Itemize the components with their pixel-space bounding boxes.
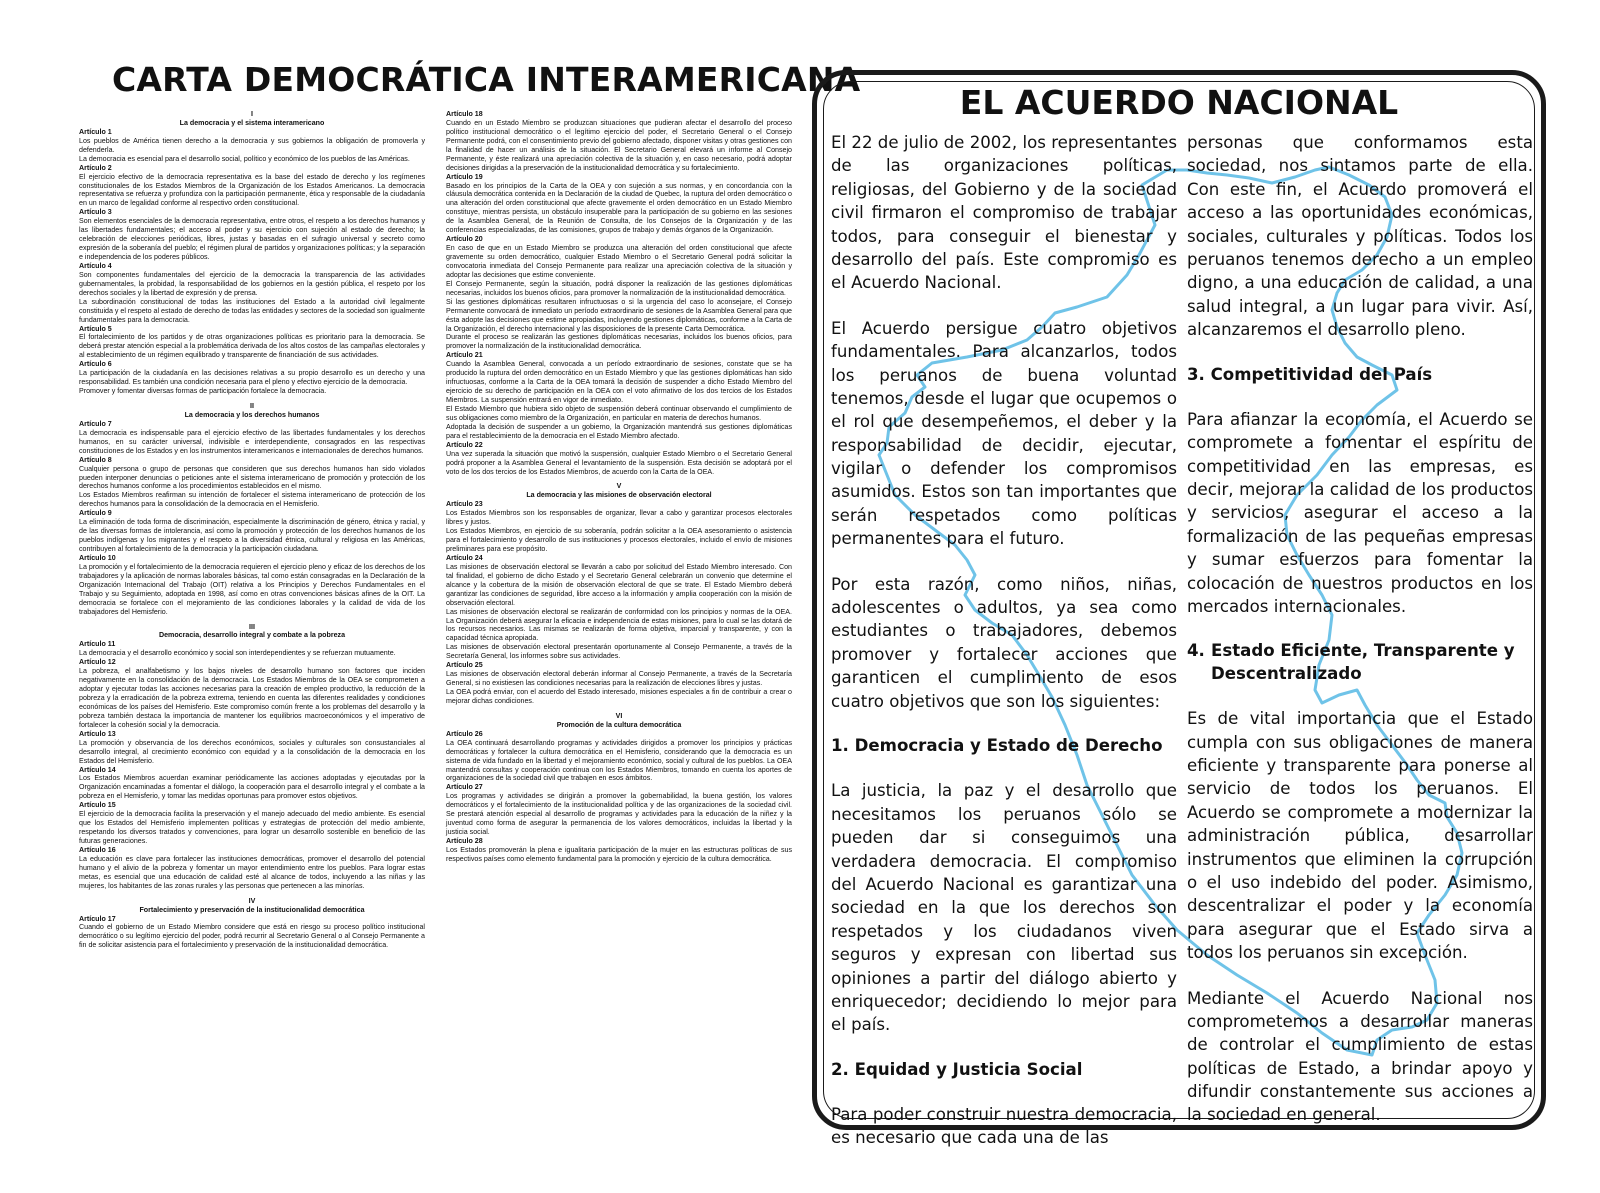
left-title: CARTA DEMOCRÁTICA INTERAMERICANA [112, 60, 861, 99]
article-heading: Artículo 7 [79, 419, 112, 428]
article-paragraph: Cualquier persona o grupo de personas que consideren que sus derechos humanos han sido violados pueden interponer denuncias o peticiones ante el sistema interamericano de promoción y protección de los derechos humanos conforme a los procedimientos establecidos en el mismo. [79, 464, 425, 491]
section-number: VI [615, 711, 623, 720]
article-heading: Artículo 21 [446, 351, 483, 360]
objective-heading: 2. Equidad y Justicia Social [831, 1059, 1083, 1079]
article-heading: Artículo 2 [79, 163, 112, 172]
article-paragraph: La educación es clave para fortalecer las instituciones democráticas, promover el desarrollo del potencial humano y el alivio de la pobreza y fomentar un mayor entendimiento entre los pueblos. Para lograr estas metas, es esencial que una educación de calidad esté al alcance de todos, incluyendo a las niñas y las mujeres, los habitantes de las zonas rurales y las personas que pertenecen a las minorías. [79, 854, 425, 890]
article-heading: Artículo 12 [79, 658, 116, 667]
right-column-1 [831, 131, 1177, 1172]
article-heading: Artículo 26 [446, 729, 483, 738]
article-heading: Artículo 22 [446, 440, 483, 449]
article-heading: Artículo 14 [79, 765, 116, 774]
body-paragraph: El Acuerdo persigue cuatro objetivos fundamentales. Para alcanzarlos, todos los peruanos de buena voluntad tenemos, desde el lugar que ocupemos o el rol que desempeñemos, el deber y la responsabilidad de decidir, ejecutar, vigilar o defender los compromisos asumidos. Estos son tan importantes que serán respetados como políticas permanentes para el futuro. [831, 318, 1177, 549]
body-paragraph: Para afianzar la economía, el Acuerdo se compromete a fomentar el espíritu de competitividad en las empresas, es decir, mejorar la calidad de los productos y servicios, asegurar el acceso a la formalización de las pequeñas empresas y sumar esfuerzos para fomentar la colocación de nuestros productos en los mercados internacionales. [1187, 409, 1533, 617]
objective-number: 4. [1187, 641, 1205, 661]
article-paragraph: Los Estados Miembros son los responsables de organizar, llevar a cabo y garantizar procesos electorales libres y justos. [446, 509, 792, 527]
right-column-2 [1187, 131, 1533, 1149]
article-paragraph: Las misiones de observación electoral presentarán oportunamente al Consejo Permanente, a través de la Secretaría General, los informes sobre sus actividades. [446, 643, 792, 661]
article-paragraph: La OEA podrá enviar, con el acuerdo del Estado interesado, misiones especiales a fin de contribuir a crear o mejorar dichas condiciones. [446, 688, 792, 705]
article-paragraph: La promoción y el fortalecimiento de la democracia requieren el ejercicio pleno y eficaz de los derechos de los trabajadores y la aplicación de normas laborales básicas, tal como están consagradas en la Declaración de la Organización Internacional del Trabajo (OIT) relativa a los Principios y Derechos Fundamentales en el Trabajo y su Seguimiento, adoptada en 1998, así como en otras convenciones básicas afines de la OIT. La democracia se fortalece con el mejoramiento de las condiciones laborales y la calidad de vida de los trabajadores del Hemisferio. [79, 562, 425, 616]
article-paragraph: Cuando el gobierno de un Estado Miembro considere que está en riesgo su proceso político institucional democrático o su legítimo ejercicio del poder, podrá recurrir al Secretario General o al Consejo Permanente a fin de solicitar asistencia para el fortalecimiento y preservación de la institucionalidad democrática. [79, 923, 425, 950]
objective-title: Estado Eficiente, Transparente y Descentralizado [1211, 641, 1515, 683]
article-paragraph: Los Estados promoverán la plena e igualitaria participación de la mujer en las estructuras políticas de sus respectivos países como elemento fundamental para la promoción y ejercicio de la cultura democrática. [446, 845, 792, 863]
article-heading: Artículo 19 [446, 172, 483, 181]
article-paragraph: La democracia y el desarrollo económico y social son interdependientes y se refuerzan mutuamente. [79, 649, 396, 658]
article-heading: Artículo 24 [446, 553, 483, 562]
article-paragraph: En caso de que en un Estado Miembro se produzca una alteración del orden constitucional que afecte gravemente su orden democrático, cualquier Estado Miembro o el Secretario General podrá solicitar la convocatoria inmediata del Consejo Permanente para realizar una apreciación colectiva de la situación y adoptar las decisiones que estime conveniente. [446, 244, 792, 279]
article-paragraph: Promover y fomentar diversas formas de participación fortalece la democracia. [79, 387, 327, 396]
left-column-1 [79, 110, 425, 950]
article-paragraph: La OEA continuará desarrollando programas y actividades dirigidos a promover los principios y prácticas democráticas y fortalecer la cultura democrática en el Hemisferio, considerando que la democracia es un sistema de vida fundado en la libertad y el mejoramiento económico, social y cultural de los pueblos. La OEA mantendrá consultas y cooperación continua con los Estados Miembros, tomando en cuenta los aportes de organizaciones de la sociedad civil que trabajen en esos ámbitos. [446, 738, 792, 783]
article-heading: Artículo 11 [79, 640, 116, 649]
article-heading: Artículo 28 [446, 837, 483, 845]
article-paragraph: Si las gestiones diplomáticas resultaren infructuosas o si la urgencia del caso lo aconsejare, el Consejo Permanente convocará de inmediato un período extraordinario de sesiones de la Asamblea General para que ésta adopte las decisiones que estime apropiadas, incluyendo gestiones diplomáticas, conforme a la Carta de la Organización, el derecho internacional y las disposiciones de la presente Carta Democrática. [446, 297, 792, 333]
section-title: La democracia y los derechos humanos [184, 410, 320, 419]
body-paragraph: La justicia, la paz y el desarrollo que necesitamos los peruanos sólo se pueden dar si conseguimos una verdadera democracia. El compromiso del Acuerdo Nacional es garantizar una sociedad en la que los derechos son respetados y los ciudadanos viven seguros y expresan con libertad sus opiniones a partir del diálogo abierto y enriquecedor; decidiendo lo mejor para el país. [831, 781, 1177, 1035]
article-heading: Artículo 18 [446, 110, 483, 118]
article-paragraph: La democracia es esencial para el desarrollo social, político y económico de los pueblos de las Américas. [79, 154, 410, 163]
article-paragraph: La pobreza, el analfabetismo y los bajos niveles de desarrollo humano son factores que inciden negativamente en la consolidación de la democracia. Los Estados Miembros de la OEA se comprometen a adoptar y ejecutar todas las acciones necesarias para la creación de empleo productivo, la reducción de la pobreza y la erradicación de la pobreza extrema, teniendo en cuenta las diferentes realidades y condiciones económicas de los países del Hemisferio. Este compromiso común frente a los problemas del desarrollo y la pobreza también destaca la importancia de mantener los equilibrios macroeconómicos y el imperativo de fortalecer la cohesión social y la democracia. [79, 667, 425, 729]
article-heading: Artículo 3 [79, 208, 112, 217]
article-paragraph: La eliminación de toda forma de discriminación, especialmente la discriminación de género, étnica y racial, y de las diversas formas de intolerancia, así como la promoción y protección de los derechos humanos de los pueblos indígenas y los migrantes y el respeto a la diversidad étnica, cultural y religiosa en las Américas, contribuyen al fortalecimiento de la democracia y la participación ciudadana. [79, 518, 425, 553]
article-heading: Artículo 16 [79, 845, 116, 854]
article-paragraph: Las misiones de observación electoral deberán informar al Consejo Permanente, a través de la Secretaría General, si no existiesen las condiciones necesarias para la realización de elecciones libres y justas. [446, 670, 792, 688]
body-paragraph: El 22 de julio de 2002, los representantes de las organizaciones políticas, religiosas, del Gobierno y de la sociedad civil firmaron el compromiso de trabajar todos, para conseguir el bienestar y desarrollo del país. Este compromiso es el Acuerdo Nacional. [831, 133, 1177, 293]
body-paragraph: personas que conformamos esta sociedad, nos sintamos parte de ella. Con este fin, el Acuerdo promoverá el acceso a las oportunidades económicas, sociales, culturales y políticas. Todos los peruanos tenemos derecho a un empleo digno, a una educación de calidad, a una salud integral, a un lugar para vivir. Así, alcanzaremos el desarrollo pleno. [1187, 133, 1533, 340]
article-heading: Artículo 1 [79, 127, 112, 136]
article-heading: Artículo 23 [446, 500, 483, 509]
body-paragraph: Mediante el Acuerdo Nacional nos comprometemos a desarrollar maneras de controlar el cumplimiento de estas políticas de Estado, a brindar apoyo y difundir constantemente sus acciones a la sociedad en general. [1187, 988, 1533, 1125]
article-heading: Artículo 20 [446, 235, 483, 244]
objective-heading [1187, 640, 1533, 685]
section-number: III [249, 622, 255, 631]
article-paragraph: Durante el proceso se realizarán las gestiones diplomáticas necesarias, incluidos los buenos oficios, para promover la normalización de la institucionalidad democrática. [446, 333, 792, 351]
article-heading: Artículo 17 [79, 914, 116, 923]
article-paragraph: Las misiones de observación electoral se llevarán a cabo por solicitud del Estado Miembro interesado. Con tal finalidad, el gobierno de dicho Estado y el Secretario General celebrarán un convenio que determine el alcance y la cobertura de la misión de observación electoral de que se trate. El Estado Miembro deberá garantizar las condiciones de seguridad, libre acceso a la información y amplia cooperación con la misión de observación electoral. [446, 562, 792, 607]
article-paragraph: Los programas y actividades se dirigirán a promover la gobernabilidad, la buena gestión, los valores democráticos y el fortalecimiento de la institucionalidad política y de las organizaciones de la sociedad civil. Se prestará atención especial al desarrollo de programas y actividades para la educación de la niñez y la juventud como forma de asegurar la permanencia de los valores democráticos, incluidas la libertad y la justicia social. [446, 792, 792, 837]
article-heading: Artículo 10 [79, 553, 116, 562]
body-paragraph: Es de vital importancia que el Estado cumpla con sus obligaciones de manera eficiente y transparente para ponerse al servicio de todos los peruanos. El Acuerdo se compromete a modernizar la administración pública, desarrollar instrumentos que eliminen la corrupción o el uso indebido del poder. Asimismo, descentralizar el poder y la economía para asegurar que el Estado sirva a todos los peruanos sin excepción. [1187, 709, 1533, 963]
article-heading: Artículo 9 [79, 509, 112, 518]
article-heading: Artículo 13 [79, 729, 116, 738]
article-paragraph: La democracia es indispensable para el ejercicio efectivo de las libertades fundamentales y los derechos humanos, en su carácter universal, indivisible e interdependiente, consagrados en las respectivas constituciones de los Estados y en los instrumentos interamericanos e internacionales de derechos humanos. [79, 428, 425, 455]
section-title: Promoción de la cultura democrática [556, 720, 682, 729]
article-paragraph: Las misiones de observación electoral se realizarán de conformidad con los principios y normas de la OEA. La Organización deberá asegurar la eficacia e independencia de estas misiones, para lo cual se las dotará de los recursos necesarios. Las mismas se realizarán de forma objetiva, imparcial y transparente, y con la capacidad técnica apropiada. [446, 607, 792, 643]
article-heading: Artículo 5 [79, 324, 112, 333]
article-paragraph: Los pueblos de América tienen derecho a la democracia y sus gobiernos la obligación de promoverla y defenderla. [79, 136, 425, 154]
article-paragraph: La promoción y observancia de los derechos económicos, sociales y culturales son consustanciales al desarrollo integral, al crecimiento económico con equidad y a la consolidación de la democracia en los Estados del Hemisferio. [79, 738, 425, 765]
right-panel-frame [812, 70, 1546, 1148]
article-heading: Artículo 8 [79, 455, 112, 464]
section-number: V [616, 482, 622, 491]
section-number: I [251, 110, 253, 118]
article-paragraph: El Consejo Permanente, según la situación, podrá disponer la realización de las gestiones diplomáticas necesarias, incluidos los buenos oficios, para promover la normalización de la institucionalidad democrática. [446, 279, 792, 297]
section-number: IV [248, 896, 256, 905]
body-paragraph: Por esta razón, como niños, niñas, adolescentes o adultos, ya sea como estudiantes o trabajadores, debemos promover y fortalecer acciones que garanticen el cumplimiento de esos cuatro objetivos que son los siguientes: [831, 574, 1177, 711]
article-paragraph: Los Estados Miembros acuerdan examinar periódicamente las acciones adoptadas y ejecutadas por la Organización encaminadas a fomentar el diálogo, la cooperación para el desarrollo integral y el combate a la pobreza en el Hemisferio, y tomar las medidas oportunas para promover estos objetivos. [79, 774, 425, 801]
objective-heading: 3. Competitividad del País [1187, 364, 1433, 384]
article-paragraph: Cuando en un Estado Miembro se produzcan situaciones que pudieran afectar el desarrollo del proceso político institucional democrático o el legítimo ejercicio del poder, el Secretario General o el Consejo Permanente podrá, con el consentimiento previo del gobierno afectado, disponer visitas y otras gestiones con la finalidad de hacer un análisis de la situación. El Secretario General elevará un informe al Consejo Permanente, y éste realizará una apreciación colectiva de la situación y, en caso necesario, podrá adoptar decisiones dirigidas a la preservación de la institucionalidad democrática y su fortalecimiento. [446, 118, 792, 172]
article-heading: Artículo 6 [79, 360, 112, 369]
article-paragraph: Son elementos esenciales de la democracia representativa, entre otros, el respeto a los derechos humanos y las libertades fundamentales; el acceso al poder y su ejercicio con sujeción al estado de derecho; la celebración de elecciones periódicas, libres, justas y basadas en el sufragio universal y secreto como expresión de la soberanía del pueblo; el régimen plural de partidos y organizaciones políticas; y la separación e independencia de los poderes públicos. [79, 217, 425, 261]
section-title: Fortalecimiento y preservación de la institucionalidad democrática [139, 905, 365, 914]
article-heading: Artículo 27 [446, 783, 483, 792]
article-paragraph: El Estado Miembro que hubiera sido objeto de suspensión deberá continuar observando el cumplimiento de sus obligaciones como miembro de la Organización, en particular en materia de derechos humanos. [446, 404, 792, 422]
article-paragraph: El ejercicio efectivo de la democracia representativa es la base del estado de derecho y los regímenes constitucionales de los Estados Miembros de la Organización de los Estados Americanos. La democracia representativa se refuerza y profundiza con la participación permanente, ética y responsable de la ciudadanía en un marco de legalidad conforme al respectivo orden constitucional. [79, 172, 425, 208]
article-heading: Artículo 25 [446, 661, 483, 670]
article-heading: Artículo 15 [79, 801, 116, 810]
section-title: La democracia y el sistema interamericano [179, 118, 325, 127]
article-paragraph: El ejercicio de la democracia facilita la preservación y el manejo adecuado del medio ambiente. Es esencial que los Estados del Hemisferio implementen políticas y estrategias de protección del medio ambiente, respetando los diversos tratados y convenciones, para lograr un desarrollo sostenible en beneficio de las futuras generaciones. [79, 810, 425, 845]
article-paragraph: Los Estados Miembros reafirman su intención de fortalecer el sistema interamericano de protección de los derechos humanos para la consolidación de la democracia en el Hemisferio. [79, 491, 425, 509]
article-paragraph: Son componentes fundamentales del ejercicio de la democracia la transparencia de las actividades gubernamentales, la probidad, la responsabilidad de los gobiernos en la gestión pública, el respeto por los derechos sociales y la libertad de expresión y de prensa. [79, 270, 425, 297]
article-paragraph: Adoptada la decisión de suspender a un gobierno, la Organización mantendrá sus gestiones diplomáticas para el restablecimiento de la democracia en el Estado Miembro afectado. [446, 422, 792, 440]
objective-heading: 1. Democracia y Estado de Derecho [831, 735, 1163, 755]
body-paragraph: Para poder construir nuestra democracia, es necesario que cada una de las [831, 1105, 1177, 1148]
article-paragraph: Los Estados Miembros, en ejercicio de su soberanía, podrán solicitar a la OEA asesoramiento o asistencia para el fortalecimiento y desarrollo de sus instituciones y procesos electorales, incluido el envío de misiones preliminares para ese propósito. [446, 527, 792, 553]
section-title: Democracia, desarrollo integral y combate a la pobreza [158, 631, 346, 640]
section-number: II [250, 402, 254, 410]
left-column-2 [446, 110, 792, 864]
article-paragraph: Cuando la Asamblea General, convocada a un período extraordinario de sesiones, constate que se ha producido la ruptura del orden democrático en un Estado Miembro y que las gestiones diplomáticas han sido infructuosas, conforme a la Carta de la OEA tomará la decisión de suspender a dicho Estado Miembro del ejercicio de su derecho de participación en la OEA con el voto afirmativo de los dos tercios de los Estados Miembros. La suspensión entrará en vigor de inmediato. [446, 360, 792, 404]
article-paragraph: El fortalecimiento de los partidos y de otras organizaciones políticas es prioritario para la democracia. Se deberá prestar atención especial a la problemática derivada de los altos costos de las campañas electorales y al establecimiento de un régimen equilibrado y transparente de financiación de sus actividades. [79, 333, 425, 360]
article-paragraph: La participación de la ciudadanía en las decisiones relativas a su propio desarrollo es un derecho y una responsabilidad. Es también una condición necesaria para el pleno y efectivo ejercicio de la democracia. [79, 369, 425, 387]
article-paragraph: Una vez superada la situación que motivó la suspensión, cualquier Estado Miembro o el Secretario General podrá proponer a la Asamblea General el levantamiento de la suspensión. Esta decisión se adoptará por el voto de los dos tercios de los Estados Miembros, de acuerdo con la Carta de la OEA. [446, 449, 792, 476]
left-columns [79, 110, 796, 1130]
article-paragraph: Basado en los principios de la Carta de la OEA y con sujeción a sus normas, y en concordancia con la cláusula democrática contenida en la Declaración de la ciudad de Quebec, la ruptura del orden democrático o una alteración del orden constitucional que afecte gravemente el orden democrático en un Estado Miembro constituye, mientras persista, un obstáculo insuperable para la participación de su gobierno en las sesiones de la Asamblea General, de la Reunión de Consulta, de los Consejos de la Organización y de las conferencias especializadas, de las comisiones, grupos de trabajo y demás órganos de la Organización. [446, 181, 792, 235]
section-title: La democracia y las misiones de observación electoral [526, 491, 712, 500]
article-paragraph: La subordinación constitucional de todas las instituciones del Estado a la autoridad civil legalmente constituida y el respeto al estado de derecho de todas las entidades y sectores de la sociedad son igualmente fundamentales para la democracia. [79, 297, 425, 324]
article-heading: Artículo 4 [79, 261, 112, 270]
right-title: EL ACUERDO NACIONAL [959, 83, 1399, 122]
